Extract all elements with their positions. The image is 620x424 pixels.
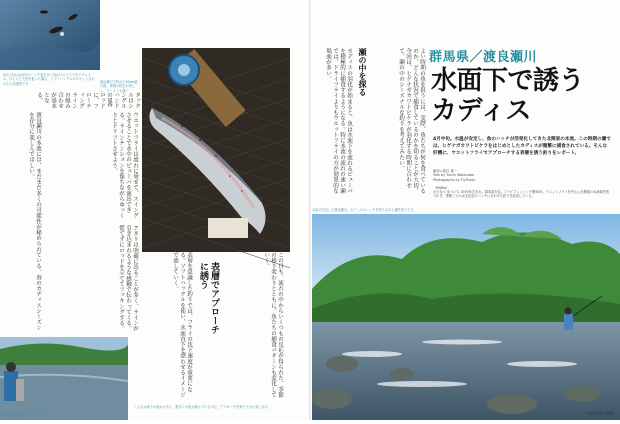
body-column-10: タックルはシングルハンドの5番ロッドに、フローティングラインの組み合わせが基本となる。 bbox=[36, 92, 140, 109]
river-photo bbox=[312, 214, 620, 420]
body-column-2: この日も、流れの中からいくつもの反応が得られた。季節の移り変わりとともに、魚たちの捕食パターンも変化していく。 bbox=[263, 252, 283, 398]
author-profile: ［Profile］ わたなべ ゆういち 1970年生まれ。群馬県在住。フライフィッシング歴30年。ウエットフライを中心に北関東の本流域を釣り歩き、季節ごとの水生昆虫のハッチに合わせた釣りを追求している。 bbox=[433, 186, 610, 199]
heading-search: 瀬の中を探る bbox=[358, 48, 367, 96]
body-column-7: カディスの羽化が始まると、魚は水面下を流れるピューパを積極的に捕食するようになる。特に本流の流れの速い瀬では、ドライフライよりもウエットフライの方が効果的な場面が多い。 bbox=[325, 48, 352, 194]
byline: 解説=渡辺 雄一 Text by Yuichi Watanabe Photographs by FlyFisher bbox=[433, 169, 476, 182]
region-title: 群馬県／渡良瀬川 bbox=[429, 50, 538, 65]
body-column-5: 渡良瀬川の本流には、まだまだ多くの可能性が秘められている。春のカディスシーズンを存分に楽しんでほしい。 bbox=[28, 112, 41, 331]
page-gutter bbox=[309, 0, 311, 420]
page-number-right: FlyFisher 085 bbox=[586, 411, 614, 416]
article-lead: 4月中旬。水温が安定し、魚のハッチが活発化してきた北関東の本流。この時期の瀬では、ヒゲナガカワトビケラをはじめとしたカディスが頻繁に捕食されている。そんな好機に、ウエットフライでアプローチする表層を誘う釣りをレポート。 bbox=[433, 137, 611, 157]
heading-approach: 表層でアプローチに誘う bbox=[198, 262, 219, 334]
article-title-line1: 水面下で誘う bbox=[431, 66, 585, 96]
caption-river: 水量の安定した渡良瀬川。カディスのハッチを待ちながら瀬を釣り下る bbox=[312, 208, 414, 212]
caption-fish: 渡良瀬川で釣れた20cm級の魚。体側の虹色が美しく、ファイトも強い bbox=[100, 80, 138, 93]
caption-top-left: 4月になれば水中のハッチ量を多く見かけるフライやナチュラル。ほとんど大型を狙った場合、ソフトハックルのボディと合わせると効果的です bbox=[3, 73, 95, 86]
insect-photo bbox=[0, 0, 100, 70]
body-column-3: ウエットフライは流れに乗せて、スイングさせることで水中のピューパを演出できる。ラインテンションを保ちながらゆっくりとドリフトさせよう。 bbox=[111, 112, 138, 219]
body-column-1: 表層を意識した釣りでは、フライの沈下速度が重要になる。ソフトハックルを使い、水面直下を漂わせるイメージで流していく。 bbox=[172, 252, 192, 398]
fish-in-net-photo bbox=[142, 48, 290, 252]
body-column-4: アタリは明確に出ることが多く、ラインが引き込まれるような感触で伝わってくる。慌てずにロッドを立ててフッキングする。 bbox=[118, 225, 138, 332]
article-title bbox=[431, 66, 584, 126]
angler-photo bbox=[0, 337, 128, 420]
caption-bottom-left: 岸際の流れを釣り下るアングラー bbox=[2, 413, 50, 417]
caption-bottom-mid: こんな水面下の流れの中に、数多くの魚が潜んでいるのだ。アプローチ次第で十分に楽しめる bbox=[134, 405, 268, 409]
article-title-line2: カディス bbox=[431, 96, 531, 126]
body-column-6: よい時期の魚を狙うには、実際、魚たちが何を食べているのか、どんな状況で捕食しているのかを知ることが大切。今回は、ヒゲナガカワトビケラが羽化する時期に合わせて、瀬の中のシーズナルな釣りを考えてみたい。 bbox=[398, 48, 425, 194]
